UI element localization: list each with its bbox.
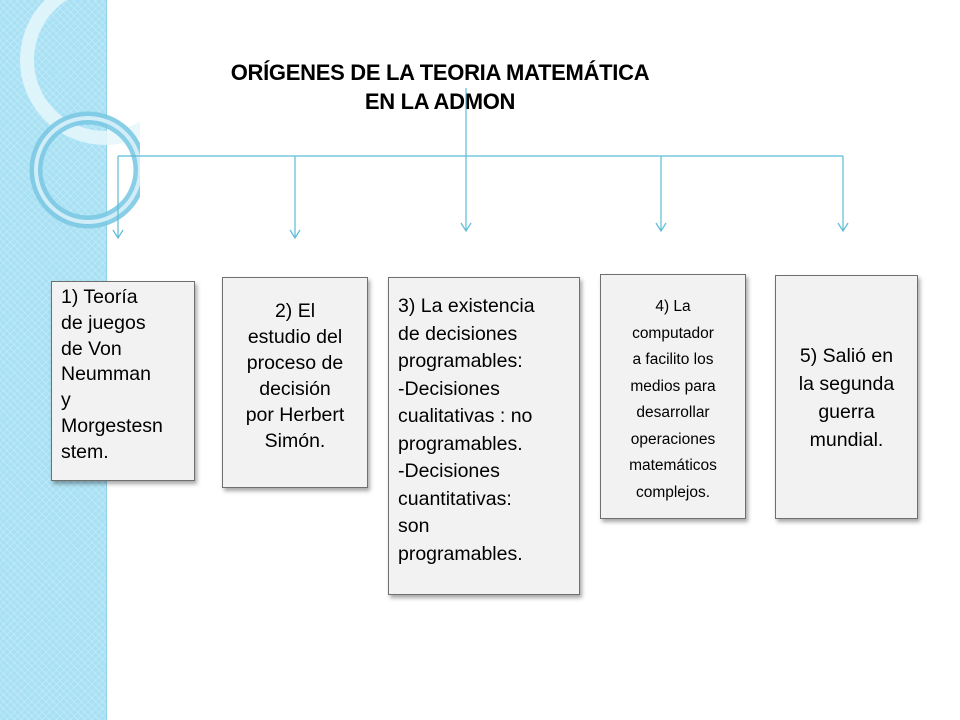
origin-box-3: [388, 277, 580, 595]
origin-box-text: 3) La existencia de decisiones programables: -Decisiones cualitativas : no programables. -Decisiones cuantitativas: son programables.: [398, 295, 535, 565]
title-line-1: ORÍGENES DE LA TEORIA MATEMÁTICA: [230, 60, 650, 85]
origin-box-text: 1) Teoría de juegos de Von Neumman y Morgestesn stem.: [61, 286, 163, 463]
title-line-2: EN LA ADMON: [364, 89, 516, 114]
origin-box-4: [600, 274, 746, 519]
origin-box-2: [222, 277, 368, 488]
origin-box-text: 4) La computador a facilito los medios para desarrollar operaciones matemáticos complejos.: [629, 298, 717, 501]
origin-box-5: [775, 275, 918, 519]
origin-box-text: 2) El estudio del proceso de decisión por Herbert Simón.: [245, 300, 345, 452]
origin-box-text: 5) Salió en la segunda guerra mundial.: [798, 345, 895, 451]
origin-box-1: [51, 281, 195, 481]
